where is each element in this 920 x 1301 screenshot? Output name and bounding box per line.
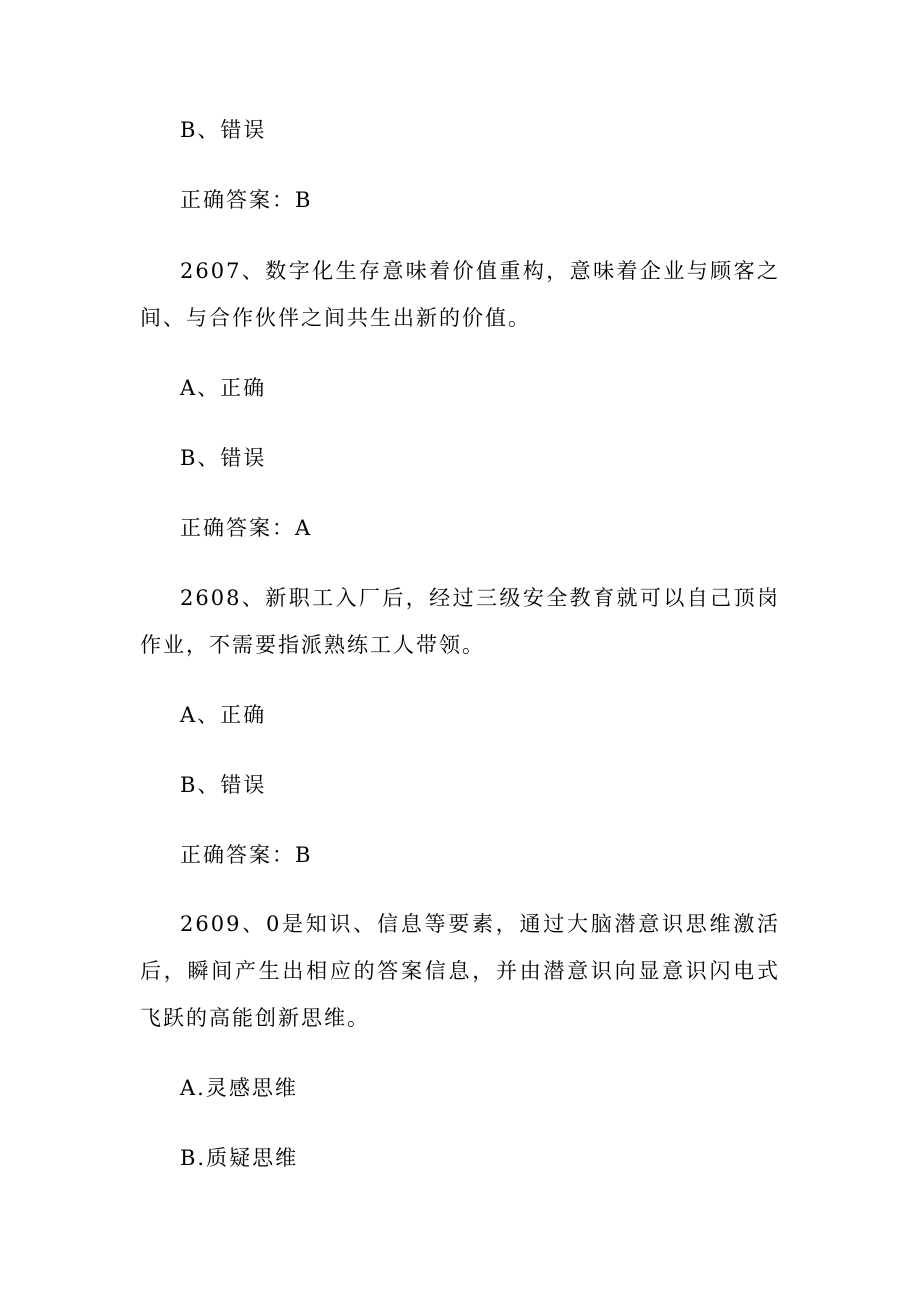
option-a-2607: A、正确	[180, 376, 267, 400]
question-2608: 2608、新职工入厂后，经过三级安全教育就可以自己顶岗作业，不需要指派熟练工人带领。	[140, 586, 780, 657]
question-2609: 2609、0是知识、信息等要素，通过大脑潜意识思维激活后，瞬间产生出相应的答案信息，并由潜意识向显意识闪电式飞跃的高能创新思维。	[140, 912, 780, 1030]
option-b-2607: B、错误	[180, 446, 267, 470]
option-a-2609: A.灵感思维	[180, 1076, 298, 1100]
answer-2607: 正确答案：A	[180, 516, 313, 540]
answer-prev-question: 正确答案：B	[180, 188, 313, 212]
option-b-2609: B.质疑思维	[180, 1146, 299, 1170]
option-b-prev-question: B、错误	[180, 118, 267, 142]
option-a-2608: A、正确	[180, 703, 267, 727]
option-b-2608: B、错误	[180, 773, 267, 797]
answer-2608: 正确答案：B	[180, 843, 313, 867]
question-2607: 2607、数字化生存意味着价值重构，意味着企业与顾客之间、与合作伙伴之间共生出新的价值。	[140, 259, 780, 330]
